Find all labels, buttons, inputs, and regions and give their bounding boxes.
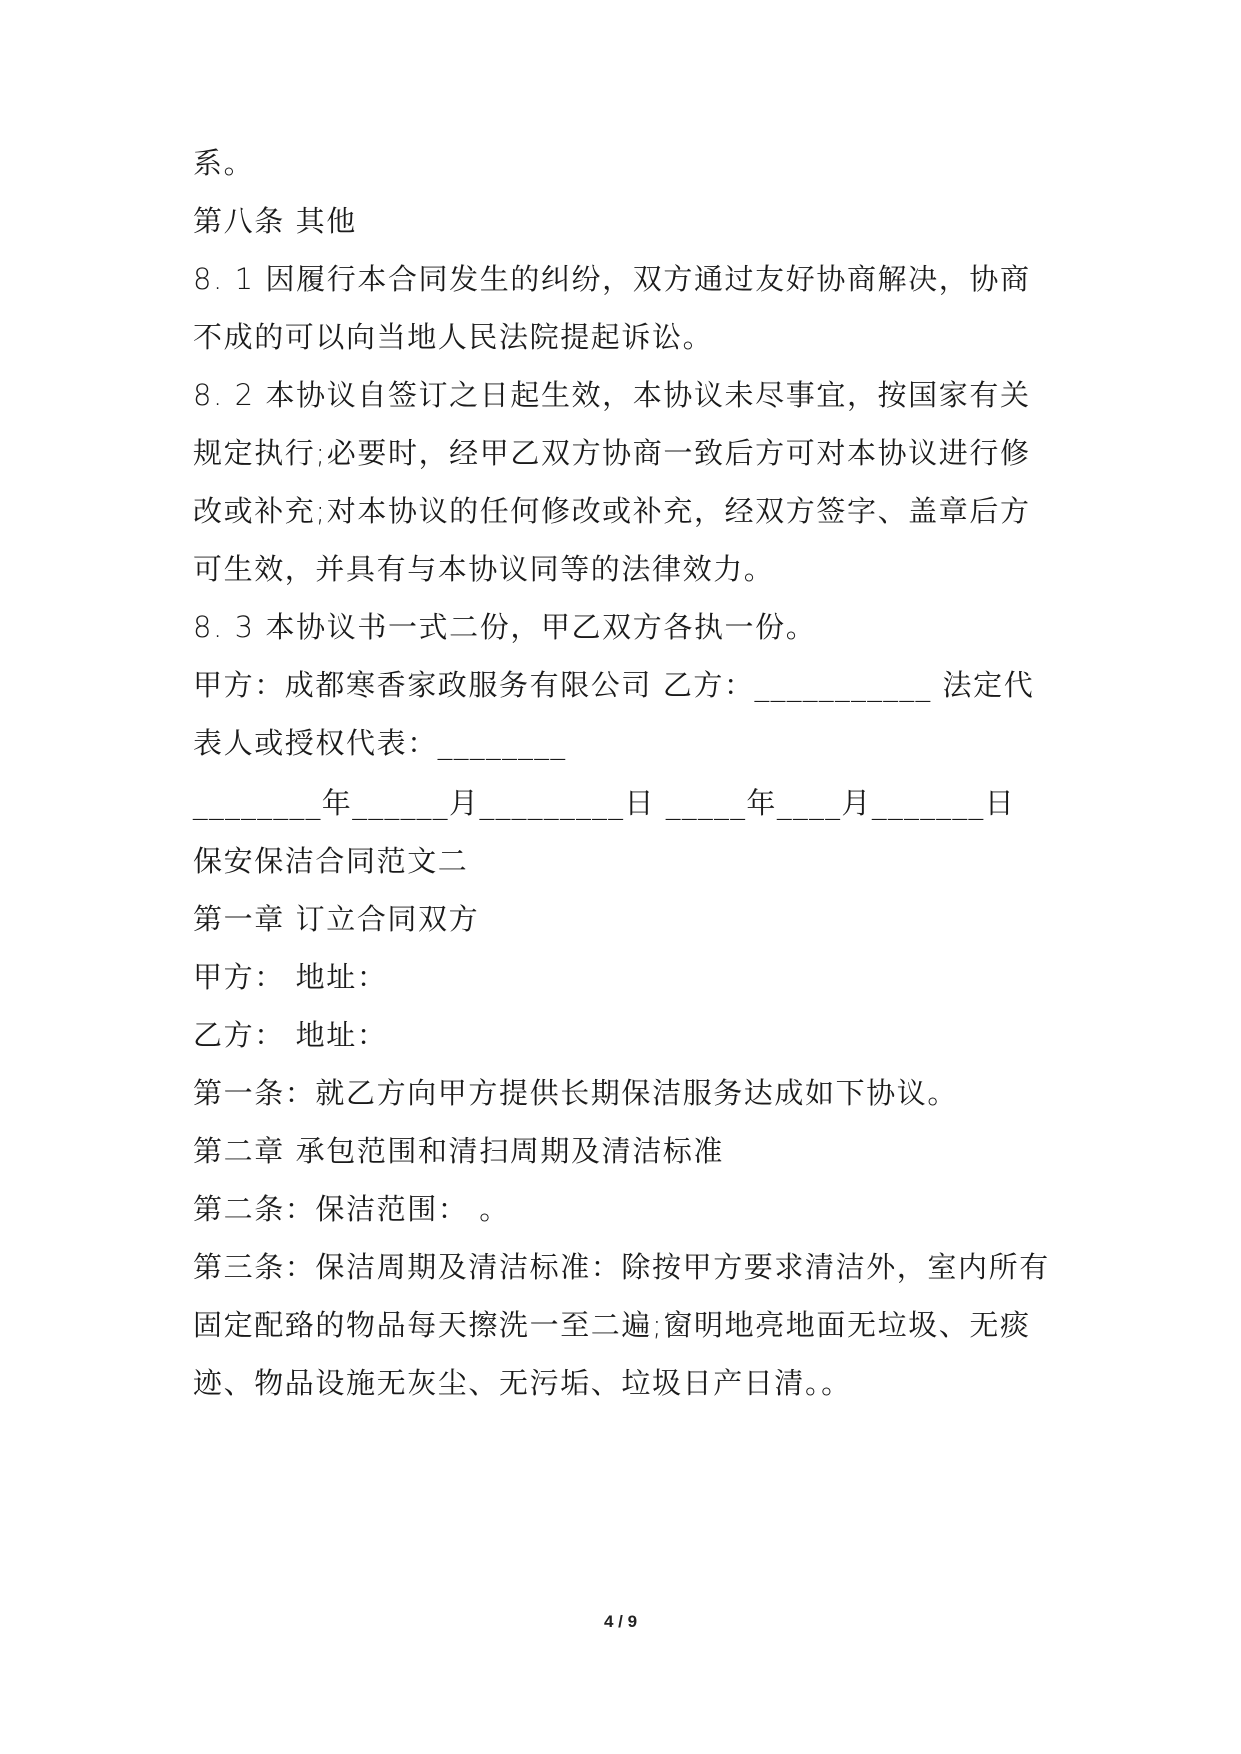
- section-heading: 第一章 订立合同双方: [193, 902, 480, 936]
- text-line: 第一条：就乙方向甲方提供长期保洁服务达成如下协议。: [193, 1076, 959, 1110]
- text-line: 8. 2 本协议自签订之日起生效，本协议未尽事宜，按国家有关: [193, 378, 1031, 412]
- page-number: 4 / 9: [603, 1612, 638, 1631]
- section-heading: 第八条 其他: [193, 204, 357, 238]
- text-line: 规定执行;必要时，经甲乙双方协商一致后方可对本协议进行修: [193, 436, 1031, 470]
- text-line: 迹、物品设施无灰尘、无污垢、垃圾日产日清。。: [193, 1366, 852, 1400]
- party-line: 乙方： 地址：: [193, 1018, 388, 1052]
- date-line: ________年______月_________日 _____年____月_______日: [193, 786, 1016, 820]
- party-line: 甲方： 地址：: [193, 960, 388, 994]
- signature-line: 甲方：成都寒香家政服务有限公司 乙方：___________ 法定代: [193, 668, 1035, 702]
- text-line: 可生效，并具有与本协议同等的法律效力。: [193, 552, 775, 586]
- text-line: 不成的可以向当地人民法院提起诉讼。: [193, 320, 714, 354]
- document-title: 保安保洁合同范文二: [193, 844, 469, 878]
- signature-line: 表人或授权代表：________: [193, 726, 567, 760]
- text-line: 第三条：保洁周期及清洁标准：除按甲方要求清洁外，室内所有: [193, 1250, 1050, 1284]
- section-heading: 第二章 承包范围和清扫周期及清洁标准: [193, 1134, 725, 1168]
- text-line: 改或补充;对本协议的任何修改或补充，经双方签字、盖章后方: [193, 494, 1031, 528]
- text-line: 第二条：保洁范围： 。: [193, 1192, 510, 1226]
- text-line: 8. 3 本协议书一式二份，甲乙双方各执一份。: [193, 610, 817, 644]
- text-line: 8. 1 因履行本合同发生的纠纷，双方通过友好协商解决，协商: [193, 262, 1031, 296]
- text-line: 固定配臵的物品每天擦洗一至二遍;窗明地亮地面无垃圾、无痰: [193, 1308, 1031, 1342]
- text-line: 系。: [193, 146, 255, 180]
